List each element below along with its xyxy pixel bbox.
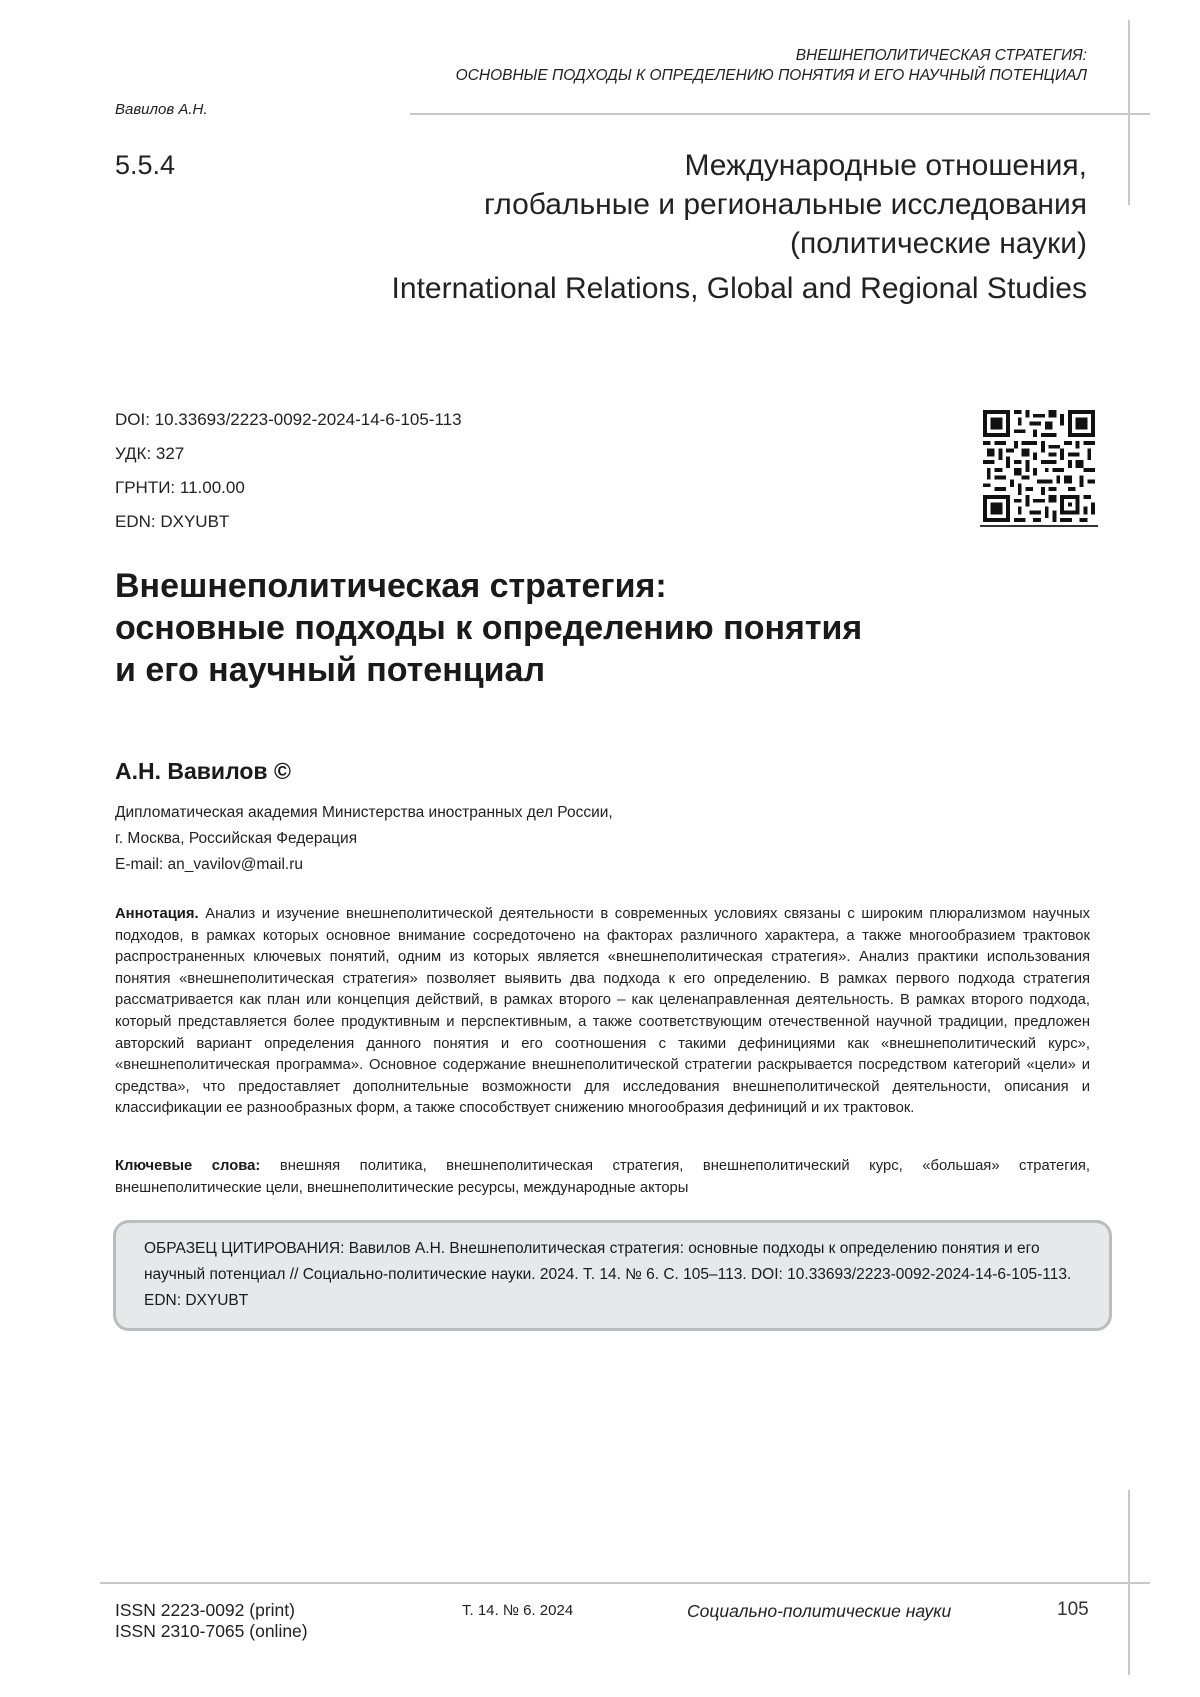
issn-block	[115, 1600, 308, 1642]
footer-divider	[100, 1582, 1150, 1584]
keywords-text: внешняя политика, внешнеполитическая стратегия, внешнеполитический курс, «большая» стратегия, внешнеполитические цели, внешнеполитические ресурсы, международные акторы	[115, 1158, 1090, 1196]
qr-underline	[980, 525, 1098, 527]
article-title-line1: Внешнеполитическая стратегия:	[115, 565, 862, 607]
article-metadata	[115, 403, 462, 539]
doi: DOI: 10.33693/2223-0092-2024-14-6-105-113	[115, 403, 462, 437]
edn: EDN: DXYUBT	[115, 505, 462, 539]
margin-line-top	[1128, 20, 1130, 205]
running-header	[456, 46, 1087, 86]
abstract	[115, 904, 1090, 1120]
abstract-label: Аннотация.	[115, 906, 199, 922]
specialty-name-en: International Relations, Global and Regional Studies	[392, 272, 1087, 306]
volume-issue: Т. 14. № 6. 2024	[462, 1602, 573, 1619]
running-header-line2: ОСНОВНЫЕ ПОДХОДЫ К ОПРЕДЕЛЕНИЮ ПОНЯТИЯ И ЕГО НАУЧНЫЙ ПОТЕНЦИАЛ	[456, 66, 1087, 86]
specialty-ru-line3: (политические науки)	[484, 224, 1087, 263]
abstract-text: Анализ и изучение внешнеполитической деятельности в современных условиях связаны с широким плюрализмом научных подходов, в рамках которых основное внимание сосредоточено на факторах различного характера, а также многообразием трактовок распространенных ключевых понятий, одним из которых является «внешнеполитическая стратегия». Анализ практики использования понятия «внешнеполитическая стратегия» позволяет выявить два подхода к его определению. В рамках первого подхода стратегия рассматривается как план или концепция действий, в рамках второго – как целенаправленная деятельность. В рамках второго подхода, который представляется более продуктивным и перспективным, а также соответствующим отечественной научной традиции, предложен авторский вариант определения данного понятия и его соотношения с такими дефинициями как «внешнеполитический курс», «внешнеполитическая программа». Основное содержание внешнеполитической стратегии раскрывается посредством категорий «цели» и средства», что предоставляет дополнительные возможности для исследования внешнеполитической деятельности, описания и классификации ее разнообразных форм, а также способствует снижению многообразия дефиниций и их трактовок.	[115, 906, 1090, 1116]
running-header-line1: ВНЕШНЕПОЛИТИЧЕСКАЯ СТРАТЕГИЯ:	[456, 46, 1087, 66]
article-title-line3: и его научный потенциал	[115, 649, 862, 691]
journal-name: Социально-политические науки	[687, 1601, 951, 1622]
citation-box: ОБРАЗЕЦ ЦИТИРОВАНИЯ: Вавилов А.Н. Внешнеполитическая стратегия: основные подходы к определению понятия и его научный потенциал // Социально-политические науки. 2024. Т. 14. № 6. С. 105–113. DOI: 10.33693/2223-0092-2024-14-6-105-113. EDN: DXYUBT	[113, 1220, 1112, 1331]
keywords	[115, 1156, 1090, 1199]
article-author: А.Н. Вавилов ©	[115, 758, 291, 785]
specialty-ru-line2: глобальные и региональные исследования	[484, 185, 1087, 224]
keywords-label: Ключевые слова:	[115, 1158, 260, 1174]
grnti: ГРНТИ: 11.00.00	[115, 471, 462, 505]
issn-online: ISSN 2310-7065 (online)	[115, 1621, 308, 1642]
affiliation-line1: Дипломатическая академия Министерства иностранных дел России,	[115, 800, 613, 826]
affiliation-line2: г. Москва, Российская Федерация	[115, 826, 613, 852]
article-title-line2: основные подходы к определению понятия	[115, 607, 862, 649]
specialty-name-ru	[484, 146, 1087, 263]
specialty-code: 5.5.4	[115, 150, 175, 181]
page-number: 105	[1057, 1599, 1089, 1621]
running-author: Вавилов А.Н.	[115, 101, 208, 118]
udk: УДК: 327	[115, 437, 462, 471]
author-email: E-mail: an_vavilov@mail.ru	[115, 856, 303, 874]
issn-print: ISSN 2223-0092 (print)	[115, 1600, 308, 1621]
specialty-ru-line1: Международные отношения,	[484, 146, 1087, 185]
header-divider	[410, 113, 1150, 115]
article-title	[115, 565, 862, 691]
author-affiliation	[115, 800, 613, 852]
qr-code-icon	[983, 410, 1095, 522]
